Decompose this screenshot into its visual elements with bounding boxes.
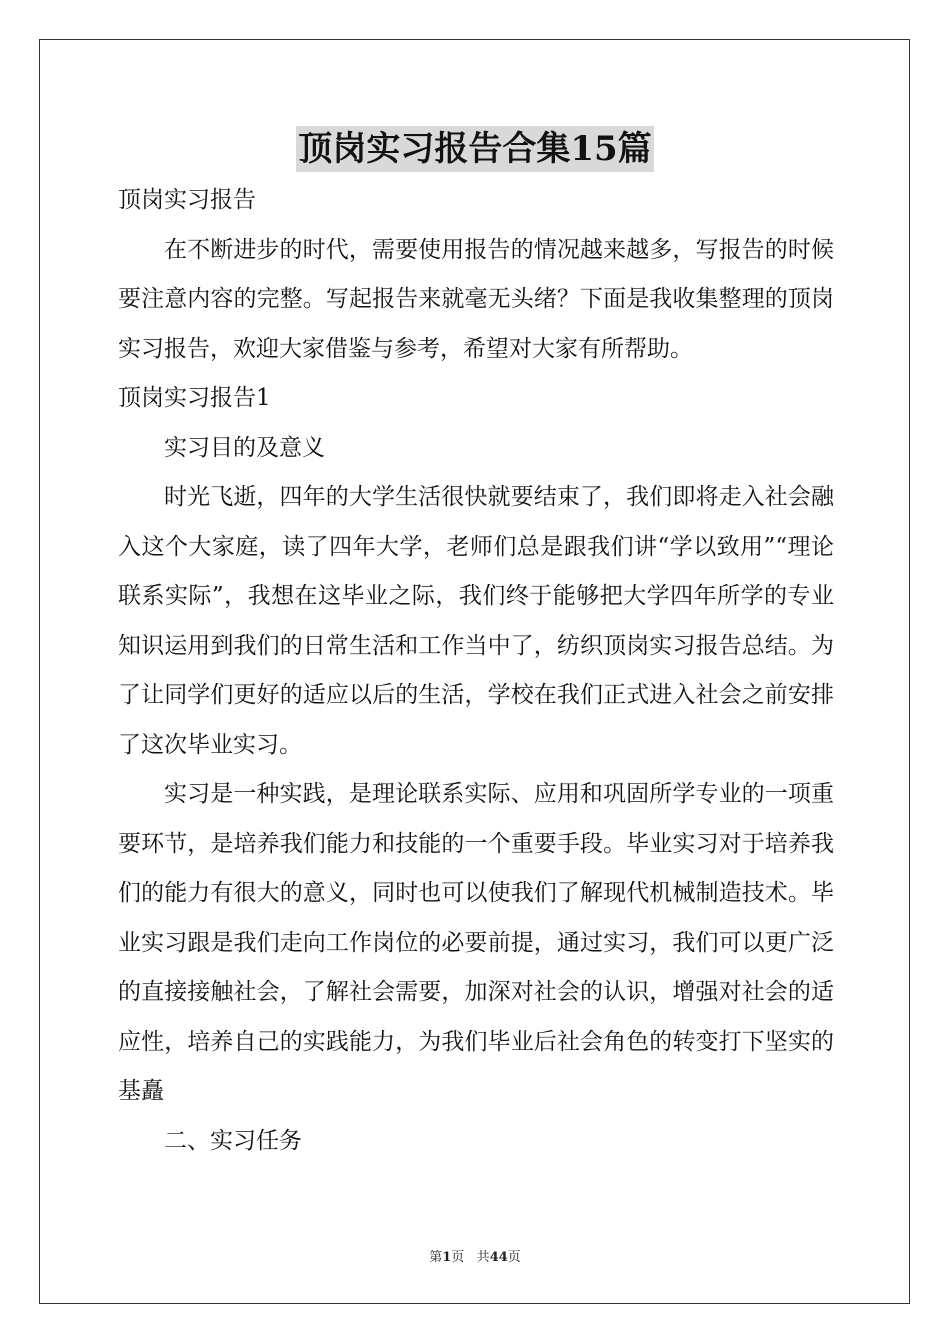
title-container	[0, 126, 950, 172]
subsection-heading: 二、实习任务	[164, 1127, 302, 1154]
total-prefix: 共	[476, 1250, 490, 1265]
page-suffix: 页	[451, 1250, 465, 1265]
intro-paragraph: 在不断进步的时代，需要使用报告的情况越来越多，写报告的时候要注意内容的完整。写起报告来就毫无头绪？下面是我收集整理的顶岗实习报告，欢迎大家借鉴与参考，希望对大家有所帮助。	[118, 236, 834, 362]
total-suffix: 页	[507, 1250, 521, 1265]
section-heading: 顶岗实习报告1	[118, 385, 271, 411]
body-paragraph: 时光飞逝，四年的大学生活很快就要结束了，我们即将走入社会融入这个大家庭，读了四年大学，老师们总是跟我们讲“学以致用”“理论联系实际”，我想在这毕业之际，我们终于能够把大学四年所学的专业知识运用到我们的日常生活和工作当中了，纺织顶岗实习报告总结。为了让同学们更好的适应以后的生活，学校在我们正式进入社会之前安排了这次毕业实习。	[118, 484, 834, 758]
document-body	[118, 176, 834, 1166]
subsection-heading: 实习目的及意义	[164, 434, 325, 461]
document-title: 顶岗实习报告合集15篇	[296, 126, 653, 172]
page-prefix: 第	[429, 1250, 443, 1265]
total-page-count: 44	[489, 1250, 508, 1265]
section-heading: 顶岗实习报告	[118, 187, 256, 213]
page-footer	[0, 1246, 950, 1265]
current-page-number: 1	[442, 1250, 452, 1265]
body-paragraph: 实习是一种实践，是理论联系实际、应用和巩固所学专业的一项重要环节，是培养我们能力和技能的一个重要手段。毕业实习对于培养我们的能力有很大的意义，同时也可以使我们了解现代机械制造技术。毕业实习跟是我们走向工作岗位的必要前提，通过实习，我们可以更广泛的直接接触社会，了解社会需要，加深对社会的认识，增强对社会的适应性，培养自己的实践能力，为我们毕业后社会角色的转变打下坚实的基矗	[118, 781, 834, 1104]
